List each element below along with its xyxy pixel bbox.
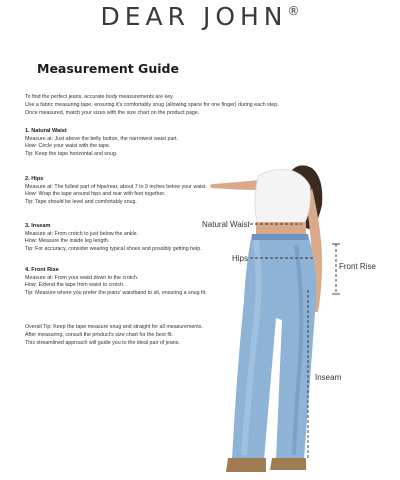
section-line: How: Wrap the tape around hips and rear with feet together. bbox=[25, 191, 166, 198]
model-shoe-left bbox=[226, 458, 266, 472]
intro-line: Once measured, match your sizes with the size chart on the product page. bbox=[25, 110, 200, 116]
section-heading: 2. Hips bbox=[25, 176, 44, 182]
section-line: Tip: Tape should be level and comfortably snug. bbox=[25, 198, 137, 205]
registered-mark: ® bbox=[287, 4, 300, 18]
overall-line: This streamlined approach will guide you to the ideal pair of jeans. bbox=[25, 340, 180, 346]
section-line: Measure at: From crotch to just below the ankle. bbox=[25, 230, 139, 237]
intro-line: To find the perfect jeans, accurate body measurements are key. bbox=[25, 94, 174, 100]
section-heading: 3. Inseam bbox=[25, 223, 51, 229]
section-line: Tip: Measure where you prefer the jeans' waistband to sit, ensuring a snug fit. bbox=[25, 289, 207, 296]
model-top bbox=[255, 170, 310, 224]
inseam-label: Inseam bbox=[315, 373, 342, 382]
section-line: How: Measure the inside leg length. bbox=[25, 238, 110, 245]
model-shoe-right bbox=[270, 458, 306, 470]
brand-name: DEAR JOHN bbox=[100, 2, 288, 31]
section-heading: 4. Front Rise bbox=[25, 267, 59, 273]
natural-waist-label: Natural Waist bbox=[202, 220, 250, 229]
model-arm-left bbox=[210, 180, 262, 190]
section-line: How: Circle your waist with the tape. bbox=[25, 143, 111, 150]
section-line: How: Extend the tape from waist to crotch. bbox=[25, 282, 125, 289]
overall-line: After measuring, consult the product's size chart for the best fit. bbox=[25, 332, 173, 338]
intro-line: Use a fabric measuring tape, ensuring it's comfortably snug (allowing space for one finger) during each step. bbox=[25, 102, 279, 108]
jeans-waistband bbox=[252, 234, 308, 240]
section-heading: 1. Natural Waist bbox=[25, 128, 67, 134]
page-title: Measurement Guide bbox=[37, 61, 179, 76]
front-rise-label: Front Rise bbox=[339, 262, 376, 271]
section-line: Tip: Keep the tape horizontal and snug. bbox=[25, 150, 118, 157]
section-line: Measure at: Just above the belly button, the narrowest waist part. bbox=[25, 135, 179, 142]
section-line: Measure at: From your waist down to the crotch. bbox=[25, 274, 139, 281]
overall-line: Overall Tip: Keep the tape measure snug and straight for all measurements. bbox=[25, 324, 203, 330]
hips-label: Hips bbox=[232, 254, 249, 263]
section-line: Tip: For accuracy, consider wearing typical shoes and possibly getting help. bbox=[25, 245, 202, 252]
section-line: Measure at: The fullest part of hips/rear, about 7 to 9 inches below your waist. bbox=[25, 183, 207, 190]
